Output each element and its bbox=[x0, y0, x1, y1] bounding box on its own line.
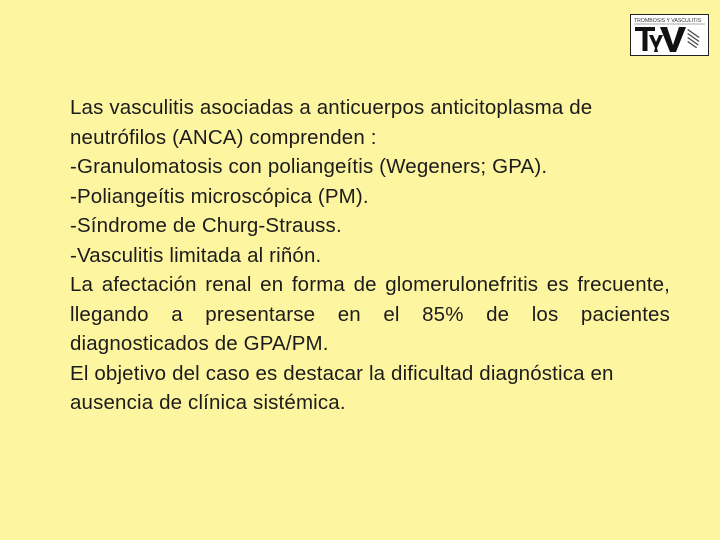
list-item-pm: -Poliangeítis microscópica (PM). bbox=[70, 184, 369, 208]
intro-paragraph: Las vasculitis asociadas a anticuerpos anticitoplasma de neutrófilos (ANCA) comprenden : bbox=[70, 96, 593, 149]
tyv-logo-graphic bbox=[631, 15, 708, 55]
renal-involvement-paragraph: La afectación renal en forma de glomerulonefritis es frecuente, llegando a presentarse en el 85% de los pacientes diagnosticados de GPA/PM. bbox=[70, 273, 670, 355]
slide-body bbox=[70, 93, 670, 418]
list-item-gpa: -Granulomatosis con poliangeítis (Wegeners; GPA). bbox=[70, 155, 548, 178]
objective-paragraph: El objetivo del caso es destacar la dificultad diagnóstica en ausencia de clínica sistémica. bbox=[70, 361, 614, 414]
list-item-churg-strauss: -Síndrome de Churg-Strauss. bbox=[70, 214, 342, 237]
list-item-renal-limited: -Vasculitis limitada al riñón. bbox=[70, 243, 322, 267]
logo-top-text: TROMBOSIS Y VASCULITIS bbox=[634, 18, 702, 24]
logo-mark bbox=[635, 27, 699, 52]
logo bbox=[630, 14, 709, 56]
